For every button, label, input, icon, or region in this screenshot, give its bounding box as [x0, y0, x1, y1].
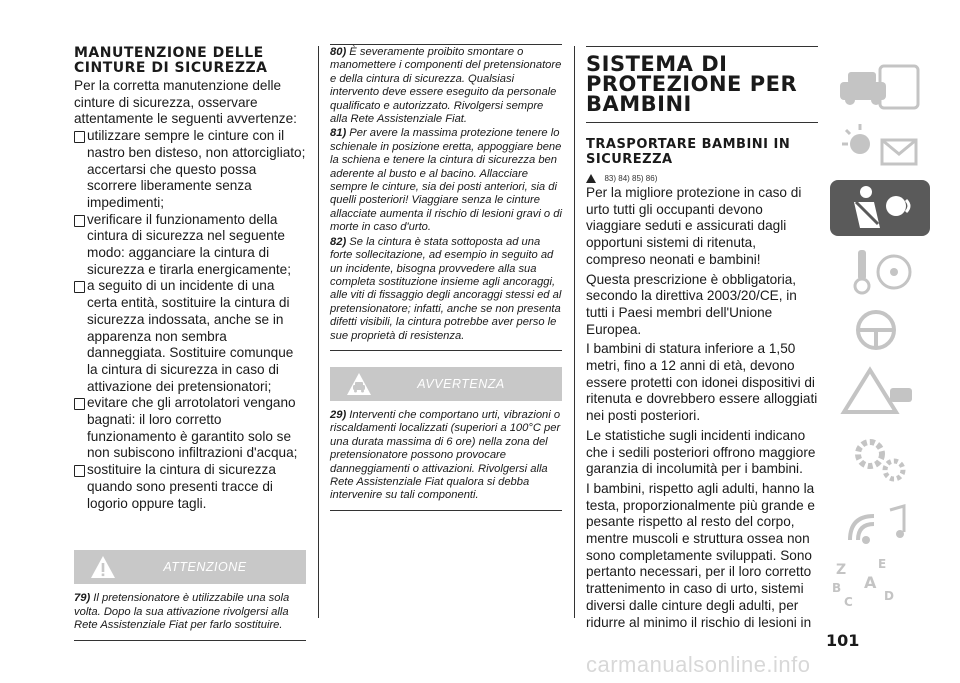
- note-number: 79): [74, 592, 91, 605]
- notice-note: [330, 409, 562, 511]
- bullet-item: evitare che gli arrotolatori vengano bagnati: il loro corretto funzionamento è garantito solo se non subiscono infiltrazioni d'acqua;: [74, 395, 306, 462]
- chapter-tab-starting[interactable]: [830, 244, 930, 300]
- paragraph: Questa prescrizione è obbligatoria, secondo la direttiva 2003/20/CE, in tutti i Paesi membri dell'Unione Europea.: [586, 271, 797, 337]
- column-2: [330, 44, 562, 511]
- svg-text:Z: Z: [836, 562, 847, 578]
- subsection-title: TRASPORTARE BAMBINI IN SICUREZZA: [586, 137, 791, 167]
- ignition-key-icon: [830, 244, 930, 300]
- note-number: 80): [330, 46, 347, 58]
- warning-triangle-small-icon: [586, 174, 596, 183]
- column-1: [74, 46, 306, 641]
- note-text: Il pretensionatore è utilizzabile una sola volta. Dopo la sua attivazione rivolgersi alla Rete Assistenziale Fiat per farlo sostituire.: [74, 592, 290, 632]
- road-hazard-icon: [830, 364, 930, 420]
- column-divider-1: [318, 46, 319, 618]
- column-3: [586, 48, 818, 631]
- svg-text:A: A: [864, 573, 877, 592]
- attention-note: [74, 592, 306, 640]
- chapter-tab-driving[interactable]: [830, 304, 930, 360]
- maintenance-gears-icon: [830, 432, 930, 488]
- paragraph: Per la migliore protezione in caso di urto tutti gli occupanti devono viaggiare seduti e assicurati dagli opportuni sistemi di ritenuta, compreso neonati e bambini!: [586, 185, 802, 267]
- note-text: Interventi che comportano urti, vibrazioni o riscaldamenti localizzati (superiori a 100°C per una durata massima di 6 ore) nella zona del pretensionatore possono provocare danneggiamenti o attivazioni. Rivolgersi alla Rete Assistenziale Fiat qualora si debba intervenire su tali componenti.: [330, 408, 561, 502]
- svg-text:D: D: [884, 589, 894, 603]
- warning-lights-icon: [830, 120, 930, 176]
- multimedia-icon: [830, 496, 930, 552]
- svg-text:B: B: [832, 581, 842, 595]
- bullet-item: a seguito di un incidente di una certa entità, sostituire la cintura di sicurezza indossata, anche se in apparenza non sembra danneggiata. Sostituire comunque la cintura di sicurezza in caso di attivazione dei pretensionatori;: [74, 278, 306, 395]
- chapter-tab-lights[interactable]: [830, 120, 930, 176]
- notice-label: AVVERTENZA: [417, 376, 505, 391]
- note-text: È severamente proibito smontare o manomettere i componenti del pretensionatore e della cintura di sicurezza. Qualsiasi intervento deve essere eseguito da personale qualificato e autorizzato. Rivolgersi sempre alla Rete Assistenziale Fiat.: [330, 46, 562, 126]
- watermark: carmanualsonline.info: [586, 652, 811, 677]
- note-references: 83) 84) 85) 86): [604, 174, 658, 184]
- paragraph: Le statistiche sugli incidenti indicano che i sedili posteriori offrono maggiore garanzia di incolumità per i bambini.: [586, 427, 816, 477]
- car-icon: [830, 62, 930, 118]
- refs-row: [586, 170, 818, 182]
- index-icon: [830, 554, 930, 610]
- bullet-item: utilizzare sempre le cinture con il nastro ben disteso, non attorcigliato; accertarsi che questo possa scorrere liberamente senza impedimenti;: [74, 128, 306, 212]
- chapter-tab-safety[interactable]: [830, 180, 930, 236]
- note-text: Se la cintura è stata sottoposta ad una forte sollecitazione, ad esempio in seguito ad un incidente, bisogna provvedere alla sua completa sostituzione insieme agli ancoraggi, alle viti di fissaggio degli ancoraggi stessi ed al pretensionatore; infatti, anche se non presenta difetti visibili, la cintura potrebbe aver perso le sue proprietà di resistenza.: [330, 235, 562, 342]
- bullet-item: verificare il funzionamento della cintura di sicurezza nel seguente modo: agganciare la cintura di sicurezza e tirarla energicamente;: [74, 212, 306, 279]
- page-number: 101: [826, 631, 860, 650]
- note-number: 82): [330, 235, 347, 248]
- bullet-item: sostituire la cintura di sicurezza quando sono presenti tracce di logorio oppure tagli.: [74, 462, 306, 512]
- intro-paragraph: Per la corretta manutenzione delle cinture di sicurezza, osservare attentamente le seguenti avvertenze:: [74, 78, 297, 127]
- steering-wheel-icon: [830, 304, 930, 360]
- note-number: 81): [330, 127, 347, 140]
- chapter-tab-multimedia[interactable]: [830, 496, 930, 552]
- chapter-tab-emergency[interactable]: [830, 364, 930, 420]
- paragraph: I bambini, rispetto agli adulti, hanno la testa, proporzionalmente più grande e pesante rispetto al resto del corpo, mentre muscoli e struttura ossea non sono completamente sviluppati. Sono pertanto necessari, per il loro corretto trattenimento in caso di urto, sistemi diversi dalle cinture degli adulti, per ridurre al minimo il rischio di lesioni in: [586, 480, 815, 630]
- top-rule-col3: [586, 46, 818, 47]
- chapter-tab-car[interactable]: [830, 62, 930, 118]
- attention-label: ATTENZIONE: [163, 560, 247, 575]
- chapter-tab-maintenance[interactable]: [830, 432, 930, 488]
- seat-belt-airbag-icon: [830, 180, 930, 236]
- attention-header: [74, 550, 306, 584]
- section-title-maintenance: MANUTENZIONE DELLE CINTURE DI SICUREZZA: [74, 45, 268, 76]
- svg-text:E: E: [878, 557, 887, 571]
- notes-block: [330, 44, 562, 351]
- notice-header: [330, 367, 562, 401]
- paragraph: I bambini di statura inferiore a 1,50 metri, fino a 12 anni di età, devono essere protetti con idonei dispositivi di ritenuta e dovrebbero essere alloggiati nei posti posteriori.: [586, 341, 818, 424]
- section-title-child-protection: SISTEMA DI PROTEZIONE PER BAMBINI: [586, 52, 798, 116]
- column-divider-2: [574, 46, 575, 618]
- title-underline: [586, 122, 818, 123]
- chapter-tab-index[interactable]: [830, 554, 930, 610]
- note-text: Per avere la massima protezione tenere lo schienale in posizione eretta, appoggiare bene la schiena e tenere la cintura di sicurezza ben aderente al busto e al bacino. Allacciare sempre le cinture, sia dei posti anteriori, sia di quelli posteriori! Viaggiare senza le cinture allacciate aumenta il rischio di lesioni gravi o di morte in caso d'urto.: [330, 127, 562, 234]
- svg-text:C: C: [844, 595, 853, 609]
- note-number: 29): [330, 408, 347, 421]
